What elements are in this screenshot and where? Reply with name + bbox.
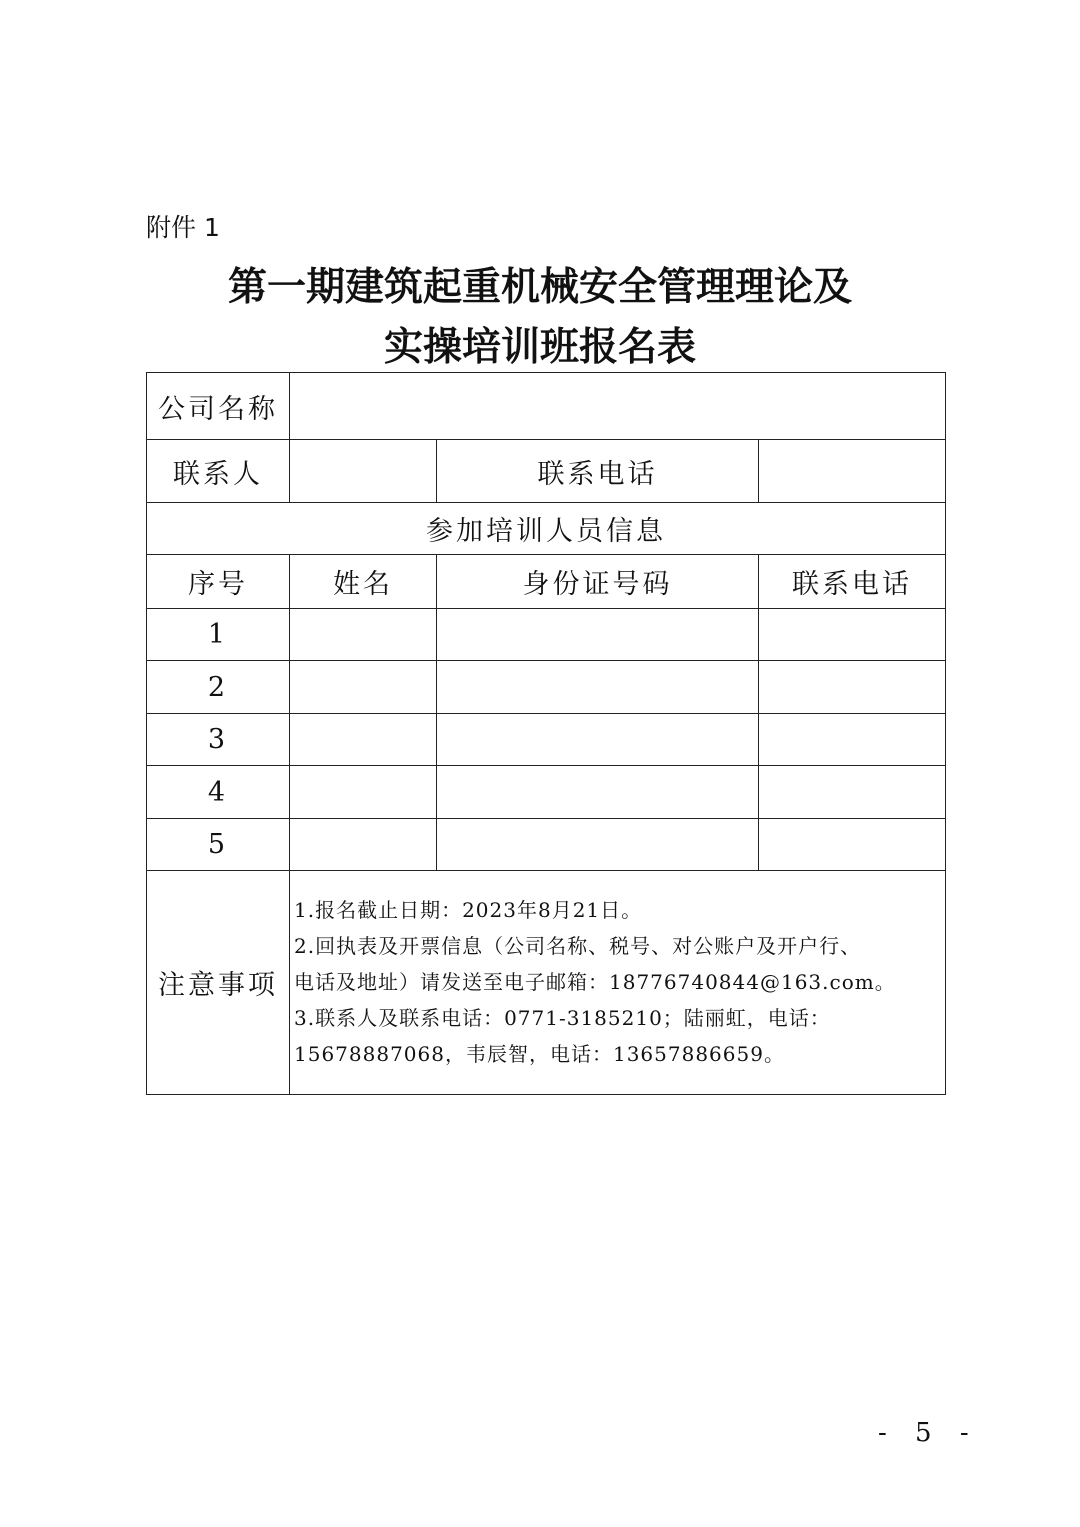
table-row [147, 819, 946, 871]
row-index: 2 [147, 661, 290, 714]
row-name-field[interactable] [290, 766, 437, 819]
row-name-field[interactable] [290, 714, 437, 766]
row-id-field[interactable] [437, 819, 759, 871]
table-row [147, 661, 946, 714]
page-number: - 5 - [878, 1418, 979, 1448]
notes-row [147, 871, 946, 1095]
contact-row [147, 440, 946, 503]
notes-content [290, 871, 946, 1095]
row-id-field[interactable] [437, 714, 759, 766]
header-phone: 联系电话 [759, 555, 946, 609]
page-title-line-2: 实操培训班报名表 [383, 324, 696, 370]
row-phone-field[interactable] [759, 819, 946, 871]
table-row [147, 714, 946, 766]
row-id-field[interactable] [437, 609, 759, 661]
company-row [147, 373, 946, 440]
company-label: 公司名称 [147, 373, 290, 440]
row-name-field[interactable] [290, 661, 437, 714]
attachment-label: 附件 1 [146, 213, 220, 242]
table-row [147, 766, 946, 819]
row-index: 1 [147, 609, 290, 661]
row-phone-field[interactable] [759, 661, 946, 714]
header-index: 序号 [147, 555, 290, 609]
company-value-field[interactable] [290, 373, 946, 440]
contact-phone-value-field[interactable] [759, 440, 946, 503]
notes-line-4: 3.联系人及联系电话：0771-3185210；陆丽虹，电话： [294, 1005, 831, 1030]
notes-label: 注意事项 [147, 871, 290, 1095]
registration-form-table [146, 372, 946, 1095]
header-id-number: 身份证号码 [437, 555, 759, 609]
table-row [147, 609, 946, 661]
row-name-field[interactable] [290, 609, 437, 661]
notes-line-5: 15678887068，韦辰智，电话：13657886659。 [294, 1041, 785, 1066]
row-index: 3 [147, 714, 290, 766]
row-phone-field[interactable] [759, 766, 946, 819]
row-name-field[interactable] [290, 819, 437, 871]
section-row [147, 503, 946, 555]
section-title: 参加培训人员信息 [147, 503, 946, 555]
row-phone-field[interactable] [759, 714, 946, 766]
row-phone-field[interactable] [759, 609, 946, 661]
contact-phone-label: 联系电话 [437, 440, 759, 503]
header-name: 姓名 [290, 555, 437, 609]
header-row [147, 555, 946, 609]
notes-line-1: 1.报名截止日期：2023年8月21日。 [294, 897, 643, 922]
notes-line-2: 2.回执表及开票信息（公司名称、税号、对公账户及开户行、 [294, 933, 862, 958]
row-index: 4 [147, 766, 290, 819]
page-title-line-1: 第一期建筑起重机械安全管理理论及 [227, 264, 852, 310]
row-index: 5 [147, 819, 290, 871]
row-id-field[interactable] [437, 766, 759, 819]
contact-label: 联系人 [147, 440, 290, 503]
contact-value-field[interactable] [290, 440, 437, 503]
row-id-field[interactable] [437, 661, 759, 714]
notes-line-3: 电话及地址）请发送至电子邮箱：18776740844@163.com。 [294, 969, 896, 994]
